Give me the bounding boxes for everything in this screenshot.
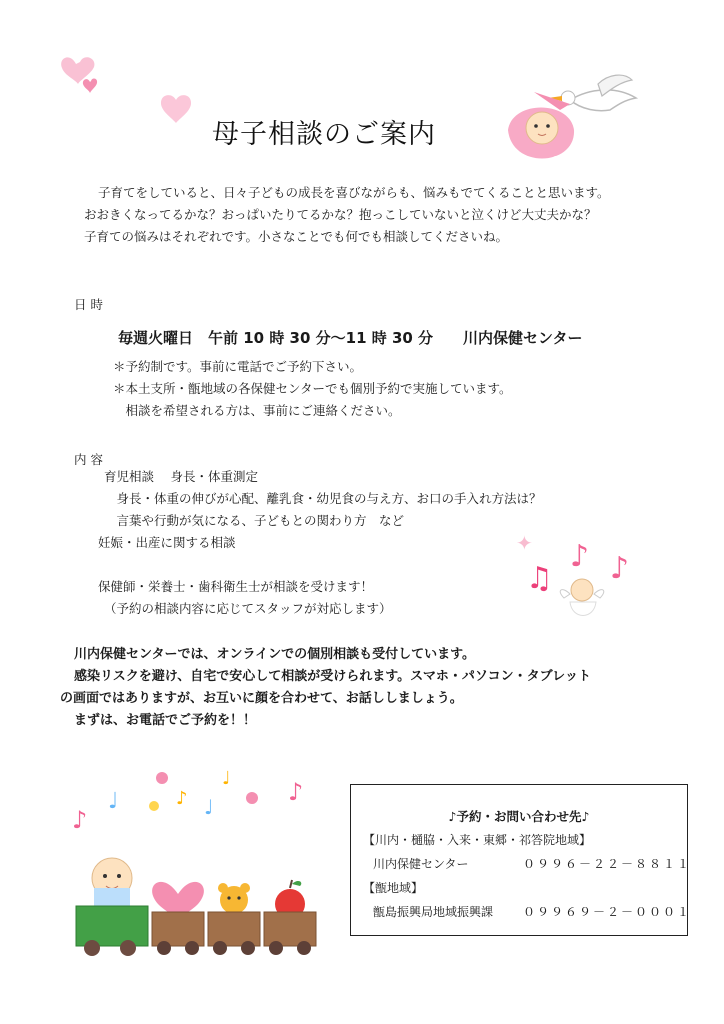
schedule-note: ＊本土支所・甑地域の各保健センターでも個別予約で実施しています。 <box>113 381 512 396</box>
intro-paragraph <box>84 182 610 248</box>
svg-text:♩: ♩ <box>222 768 231 789</box>
online-line: 感染リスクを避け、自宅で安心して相談が受けられます。スマホ・パソコン・タブレット <box>74 669 592 684</box>
page-title: 母子相談のご案内 <box>212 119 436 150</box>
music-angel-icon <box>512 528 642 624</box>
stork-baby-icon <box>498 70 643 188</box>
contact-area-2: 【甑地域】 <box>363 881 424 895</box>
content-list <box>88 466 542 620</box>
contact-phone-1[interactable]: ０９９６－２２－８８１１ <box>523 857 692 871</box>
heart-decoration-icon <box>158 92 194 126</box>
schedule-note: 相談を希望される方は、事前にご連絡ください。 <box>113 403 401 418</box>
svg-text:♪: ♪ <box>570 539 590 574</box>
schedule-main: 毎週火曜日 午前 10 時 30 分～11 時 30 分 川内保健センター <box>118 329 583 347</box>
content-line: 身長・体重の伸びが心配、離乳食・幼児食の与え方、お口の手入れ方法は？ <box>104 491 542 506</box>
svg-text:♫: ♫ <box>526 561 553 596</box>
train-illustration-icon <box>66 762 322 962</box>
svg-text:♪: ♪ <box>610 551 630 586</box>
content-line: （予約の相談内容に応じてスタッフが対応します） <box>104 601 392 616</box>
content-line: 妊娠・出産に関する相談 <box>98 535 236 550</box>
svg-text:♩: ♩ <box>204 795 214 819</box>
online-consultation <box>60 644 591 732</box>
contact-box <box>350 784 692 936</box>
intro-line: おおきくなってるかな？おっぱいたりてるかな？抱っこしていないと泣くけど大丈夫かな？ <box>84 207 597 222</box>
contact-office-1: 川内保健センター <box>373 857 469 871</box>
contact-office-2: 甑島振興局地域振興課 <box>373 905 494 919</box>
svg-text:♪: ♪ <box>176 788 188 809</box>
online-line: 川内保健センターでは、オンラインでの個別相談も受付しています。 <box>74 647 476 662</box>
contact-area-1: 【川内・樋脇・入来・東郷・祁答院地域】 <box>363 833 592 847</box>
online-line: の画面ではありますが、お互いに顔を合わせて、お話ししましょう。 <box>60 691 463 706</box>
heart-decoration-icon <box>58 50 108 100</box>
content-line: 保健師・栄養士・歯科衛生士が相談を受けます！ <box>98 579 374 594</box>
svg-text:♩: ♩ <box>108 789 119 814</box>
svg-text:♪: ♪ <box>288 778 304 806</box>
content-label: 内 容 <box>74 452 103 467</box>
intro-line: 子育ての悩みはそれぞれです。小さなことでも何でも相談してくださいね。 <box>84 229 509 244</box>
content-line-spacer <box>88 554 542 576</box>
intro-line: 子育てをしていると、日々子どもの成長を喜びながらも、悩みもでてくることと思います。 <box>98 185 610 200</box>
content-line: 言葉や行動が気になる、子どもとの関わり方 など <box>104 513 405 528</box>
schedule-note: ＊予約制です。事前に電話でご予約下さい。 <box>113 359 363 374</box>
svg-text:♪: ♪ <box>72 806 88 834</box>
schedule-label: 日 時 <box>74 297 103 312</box>
content-line: 育児相談 身長・体重測定 <box>104 469 258 484</box>
svg-text:✦: ✦ <box>516 531 533 555</box>
schedule-notes <box>113 356 512 422</box>
online-line: まずは、お電話でご予約を！！ <box>74 713 257 728</box>
contact-phone-2[interactable]: ０９９６９－２－０００１ <box>523 905 692 919</box>
contact-title: ♪予約・お問い合わせ先♪ <box>448 809 590 824</box>
